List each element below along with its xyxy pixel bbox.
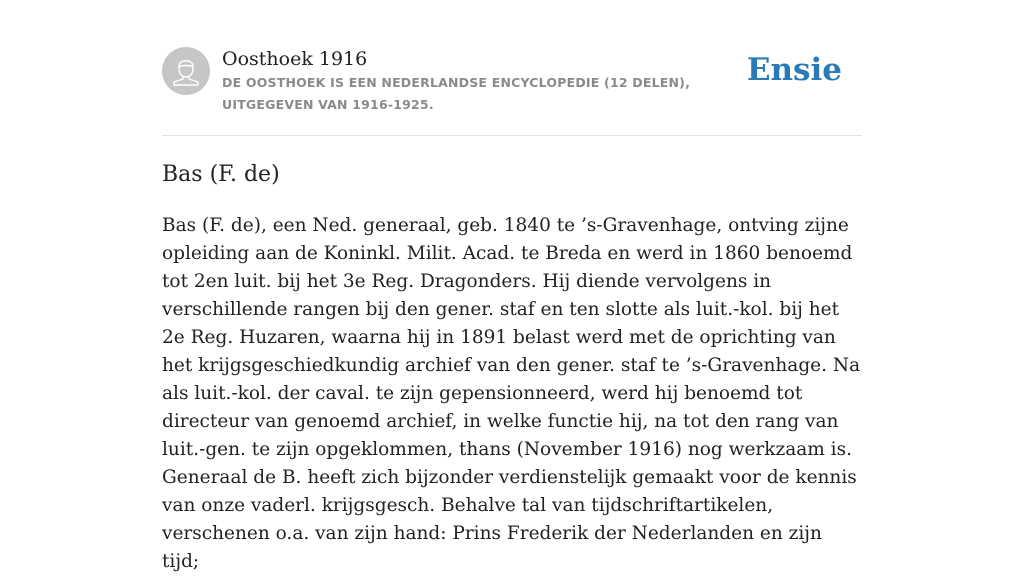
brand-logo[interactable]: Ensie xyxy=(746,52,842,88)
article-title: Bas (F. de) xyxy=(162,162,280,187)
source-title[interactable]: Oosthoek 1916 xyxy=(222,48,368,70)
source-description: DE OOSTHOEK IS EEN NEDERLANDSE ENCYCLOPEDIE (12 DELEN), UITGEGEVEN VAN 1916-1925. xyxy=(222,75,691,112)
article-body: Bas (F. de), een Ned. generaal, geb. 1840 te ’s-Gravenhage, ontving zijne opleiding aan de Koninkl. Milit. Acad. te Breda en werd in 1860 benoemd tot 2en luit. bij het 3e Reg. Dragonders. Hij diende vervolgens in verschillende rangen bij den gener. staf en ten slotte als luit.-kol. bij het 2e Reg. Huzaren, waarna hij in 1891 belast werd met de oprichting van het krijgsgeschiedkundig archief van den gener. staf te ’s-Gravenhage. Na als luit.-kol. der caval. te zijn gepensionneerd, werd hij benoemd tot directeur van genoemd archief, in welke functie hij, na tot den rang van luit.-gen. te zijn opgeklommen, thans (November 1916) nog werkzaam is. Generaal de B. heeft zich bijzonder verdienstelijk gemaakt voor de kennis van onze vaderl. krijgsgesch. Behalve tal van tijdschriftartikelen, verschenen o.a. van zijn hand: Prins Frederik der Nederlanden en zijn tijd; xyxy=(162,215,861,572)
source-header xyxy=(162,46,862,136)
avatar xyxy=(162,47,210,95)
user-icon xyxy=(162,47,210,95)
